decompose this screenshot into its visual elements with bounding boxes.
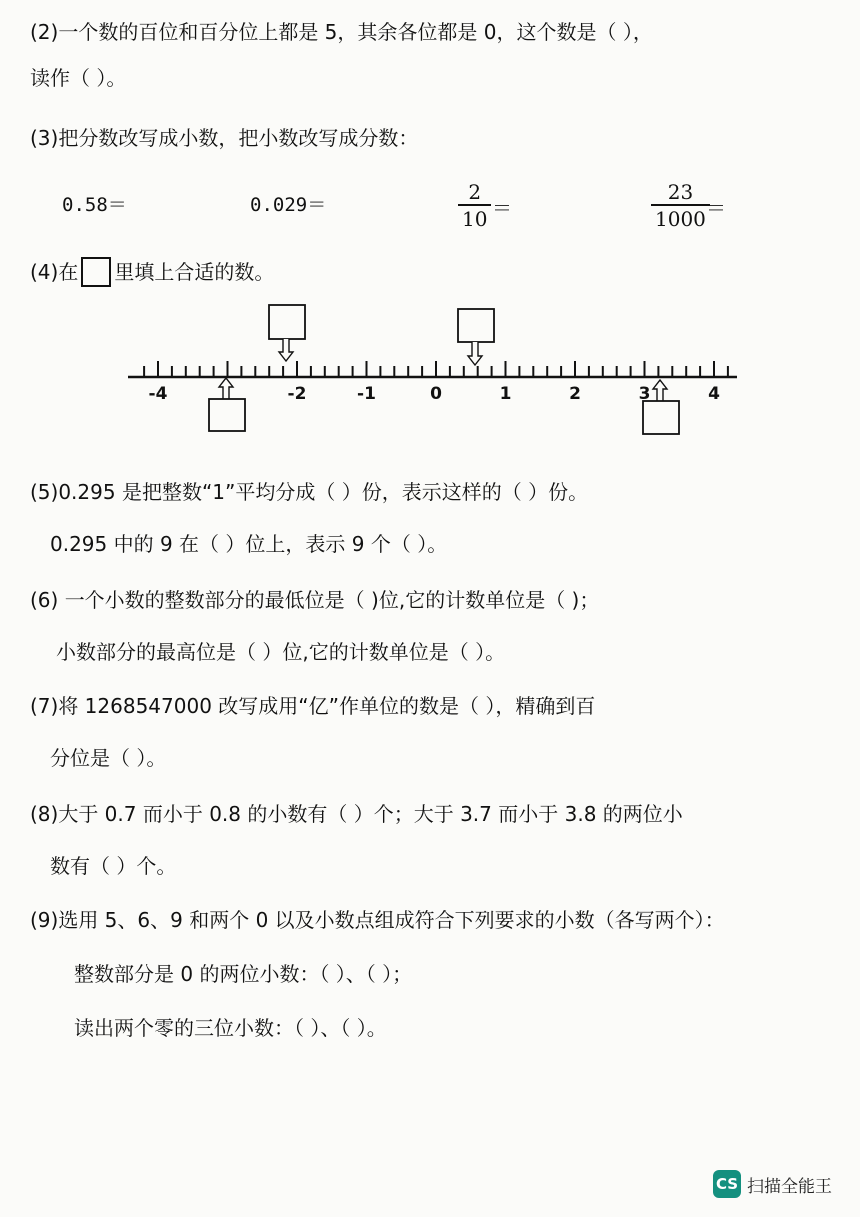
answer-box-top-2[interactable] bbox=[458, 309, 494, 342]
q8-line1: (8)大于 0.7 而小于 0.8 的小数有（ ）个；大于 3.7 而小于 3.8 的两位小 bbox=[30, 802, 683, 826]
number-line-label: 3 bbox=[638, 384, 651, 404]
number-line-ticks bbox=[144, 361, 728, 377]
q4-suffix: 里填上合适的数。 bbox=[114, 260, 275, 284]
q9-line2: 读出两个零的三位小数：（ ）、（ ）。 bbox=[74, 1016, 387, 1040]
q9-title: (9)选用 5、6、9 和两个 0 以及小数点组成符合下列要求的小数（各写两个）： bbox=[30, 908, 725, 932]
answer-box-top-1[interactable] bbox=[269, 305, 305, 339]
up-arrow-icon bbox=[653, 380, 667, 401]
q5-line1: (5)0.295 是把整数“1”平均分成（ ）份，表示这样的（ ）份。 bbox=[30, 480, 589, 504]
number-line-label: 1 bbox=[499, 384, 512, 404]
q6-line1: (6) 一个小数的整数部分的最低位是（ )位,它的计数单位是（ )； bbox=[30, 588, 600, 612]
q3-fraction-2 bbox=[651, 180, 710, 232]
q2-line1: (2)一个数的百位和百分位上都是 5，其余各位都是 0，这个数是（ ）， bbox=[30, 20, 653, 44]
q3-fraction-2-equals: ＝ bbox=[706, 196, 726, 220]
down-arrow-icon bbox=[279, 339, 293, 361]
watermark-text: 扫描全能王 bbox=[747, 1176, 832, 1197]
number-line-label: 0 bbox=[430, 384, 442, 404]
q4-prefix: (4)在 bbox=[30, 260, 79, 284]
q6-line2: 小数部分的最高位是（ ）位,它的计数单位是（ ）。 bbox=[56, 640, 506, 664]
answer-box-bottom-2[interactable] bbox=[643, 401, 679, 434]
number-line-label: 2 bbox=[569, 384, 581, 404]
down-arrow-icon bbox=[468, 342, 482, 365]
number-line-label: -1 bbox=[357, 384, 376, 404]
q7-line1: (7)将 1268547000 改写成用“亿”作单位的数是（ ），精确到百 bbox=[30, 694, 596, 718]
fraction-numerator: 23 bbox=[651, 180, 710, 206]
number-line-label: -4 bbox=[148, 384, 168, 404]
q2-line2: 读作（ ）。 bbox=[30, 66, 127, 90]
q3-fraction-1 bbox=[458, 180, 491, 232]
scanner-watermark bbox=[713, 1170, 832, 1198]
number-line-labels bbox=[149, 384, 721, 404]
q3-fraction-1-equals: ＝ bbox=[492, 196, 512, 220]
number-line-label: -2 bbox=[287, 384, 307, 404]
q3-decimal-2: 0.029＝ bbox=[250, 194, 327, 216]
q7-line2: 分位是（ ）。 bbox=[50, 746, 167, 770]
answer-box-icon bbox=[81, 257, 111, 287]
answer-box-bottom-1[interactable] bbox=[209, 399, 245, 431]
fraction-denominator: 1000 bbox=[655, 207, 706, 231]
q9-line1: 整数部分是 0 的两位小数：（ ）、（ ）； bbox=[74, 962, 413, 986]
q3-decimal-1: 0.58＝ bbox=[62, 194, 127, 216]
number-line bbox=[120, 295, 750, 440]
q8-line2: 数有（ ）个。 bbox=[50, 854, 177, 878]
q5-line2: 0.295 中的 9 在（ ）位上，表示 9 个（ ）。 bbox=[50, 532, 448, 556]
fraction-numerator: 2 bbox=[458, 180, 491, 206]
up-arrow-icon bbox=[219, 378, 233, 399]
cs-logo-icon: CS bbox=[713, 1170, 741, 1198]
number-line-label: 4 bbox=[708, 384, 720, 404]
q4-title bbox=[30, 257, 274, 287]
fraction-denominator: 10 bbox=[462, 207, 488, 231]
q3-title: (3)把分数改写成小数，把小数改写成分数： bbox=[30, 126, 419, 150]
